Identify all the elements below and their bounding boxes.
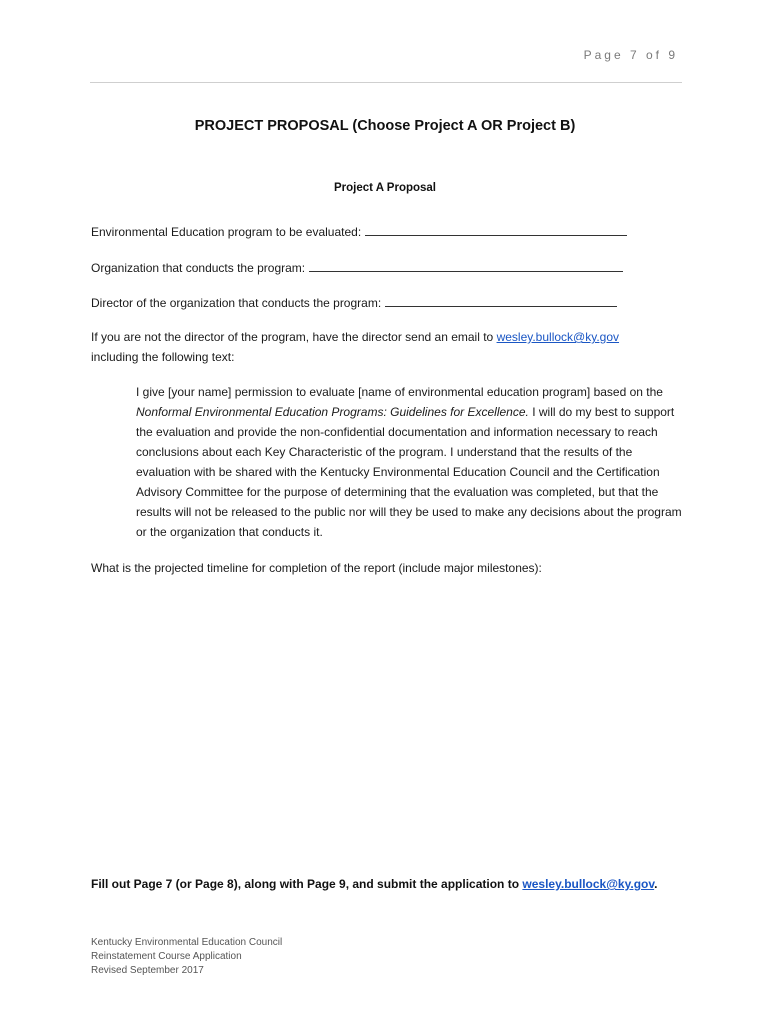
guidelines-title: Nonformal Environmental Education Programs: Guidelines for Excellence. [136, 405, 529, 419]
page-footer [91, 936, 282, 978]
permission-statement [136, 382, 686, 542]
footer-organization: Kentucky Environmental Education Council [91, 937, 283, 948]
submission-instruction-suffix: . [654, 877, 658, 891]
director-field [91, 295, 617, 310]
header-divider [90, 82, 682, 83]
submission-email-link[interactable]: wesley.bullock@ky.gov [522, 877, 655, 891]
footer-document-name: Reinstatement Course Application [91, 951, 242, 962]
submission-instruction-text: Fill out Page 7 (or Page 8), along with Page 9, and submit the application to [91, 877, 523, 891]
director-note [91, 330, 619, 344]
director-email-link[interactable]: wesley.bullock@ky.gov [496, 330, 620, 344]
program-field-blank[interactable] [365, 224, 627, 236]
permission-text-part1: I give [your name] permission to evaluate [name of environmental education program] based on the [136, 385, 663, 399]
page-number: Page 7 of 9 [583, 48, 678, 62]
organization-field [91, 260, 623, 275]
program-field [91, 224, 627, 239]
section-subtitle: Project A Proposal [333, 182, 437, 194]
director-note-text: If you are not the director of the program, have the director send an email to [91, 330, 497, 344]
organization-field-blank[interactable] [309, 260, 623, 272]
director-field-blank[interactable] [385, 295, 617, 307]
page-title: PROJECT PROPOSAL (Choose Project A OR Project B) [194, 118, 576, 134]
director-note-continued: including the following text: [91, 350, 235, 364]
organization-field-label: Organization that conducts the program: [91, 261, 306, 275]
director-field-label: Director of the organization that conducts the program: [91, 296, 382, 310]
footer-revision-date: Revised September 2017 [91, 965, 204, 976]
program-field-label: Environmental Education program to be evaluated: [91, 225, 362, 239]
permission-text-part2: I will do my best to support the evaluation and provide the non-confidential documentation and information necessary to reach conclusions about each Key Characteristic of the program. I understand that the results of the evaluation with be shared with the Kentucky Environmental Education Council and the Certification Advisory Committee for the purpose of determining that the evaluation was completed, but that the results will not be released to the public nor will they be used to make any decisions about the program or the organization that conducts it. [136, 405, 682, 539]
timeline-question: What is the projected timeline for completion of the report (include major milestones): [91, 561, 542, 575]
submission-instruction [91, 877, 657, 891]
